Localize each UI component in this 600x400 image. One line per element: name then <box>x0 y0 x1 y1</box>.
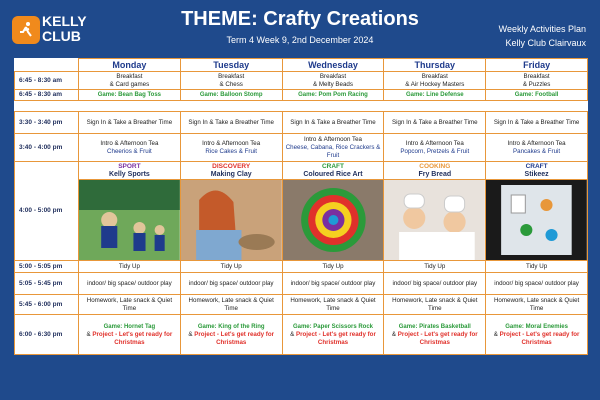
activities-table <box>14 58 588 355</box>
stikeez-photo <box>486 180 588 261</box>
day-wednesday: Wednesday <box>282 59 384 72</box>
rice-art-photo <box>282 180 384 261</box>
sport-photo <box>79 180 181 261</box>
page-title: THEME: Crafty Creations <box>181 8 419 30</box>
day-monday: Monday <box>79 59 181 72</box>
tidy-row: 5:00 - 5:05 pm Tidy Up Tidy Up Tidy Up Tidy Up Tidy Up <box>15 261 588 273</box>
tea-row: 3:40 - 4:00 pm Intro & Afternoon Tea Cheerios & Fruit Intro & Afternoon Tea Rice Cakes & Fruit Intro & Afternoon Tea Cheese, Cabana, Rice Crackers & Fruit Intro & Afternoon Tea Popcorn, Pretzels & Fruit Intro & Afternoon Tea Pancakes & Fruit <box>15 134 588 162</box>
days-header-row <box>15 59 588 72</box>
runner-icon <box>12 16 40 44</box>
homework-row: 5:45 - 6:00 pm Homework, Late snack & Quiet Time Homework, Late snack & Quiet Time Homework, Late snack & Quiet Time Homework, Late snack & Quiet Time Homework, Late snack & Quiet Time <box>15 295 588 315</box>
morning-game-row: 6:45 - 8:30 am Game: Bean Bag Toss Game: Balloon Stomp Game: Pom Pom Racing Game: Line Defense Game: Football <box>15 90 588 101</box>
day-tuesday: Tuesday <box>180 59 282 72</box>
activity-title-row: 4:00 - 5:00 pm SPORT Kelly Sports DISCOVERY Making Clay CRAFT Coloured Rice Art COOKING Fry Bread CRAFT Stikeez <box>15 162 588 180</box>
logo-text: KELLY CLUB <box>42 13 87 44</box>
cooking-photo <box>384 180 486 261</box>
plan-info <box>499 22 586 50</box>
clay-photo <box>180 180 282 261</box>
breakfast-row: 6:45 - 8:30 am Breakfast & Card games Breakfast & Chess Breakfast & Melty Beads Breakfast & Air Hockey Masters Breakfast & Puzzles <box>15 72 588 90</box>
signin-row: 3:30 - 3:40 pm Sign In & Take a Breather Time Sign In & Take a Breather Time Sign In & Take a Breather Time Sign In & Take a Breather Time Sign In & Take a Breather Time <box>15 112 588 134</box>
kelly-club-logo <box>12 14 92 48</box>
end-row: 6:00 - 6:30 pm Game: Hornet Tag & Project - Let's get ready for Christmas Game: King of the Ring & Project - Let's get ready for Christmas Game: Paper Scissors Rock & Project - Let's get ready for Christmas Game: Pirates Basketball & Project - Let's get ready for Christmas Game: Moral Enemies & Project - Let's get ready for Christmas <box>15 315 588 355</box>
plan-line-2: Kelly Club Clairvaux <box>505 38 586 48</box>
plan-line-1: Weekly Activities Plan <box>498 24 586 34</box>
day-thursday: Thursday <box>384 59 486 72</box>
day-friday: Friday <box>486 59 588 72</box>
page-subtitle: Term 4 Week 9, 2nd December 2024 <box>226 35 374 45</box>
play-row: 5:05 - 5:45 pm indoor/ big space/ outdoor play indoor/ big space/ outdoor play indoor/ big space/ outdoor play indoor/ big space/ outdoor play indoor/ big space/ outdoor play <box>15 273 588 295</box>
activity-photo-row <box>15 180 588 261</box>
header <box>0 0 600 58</box>
